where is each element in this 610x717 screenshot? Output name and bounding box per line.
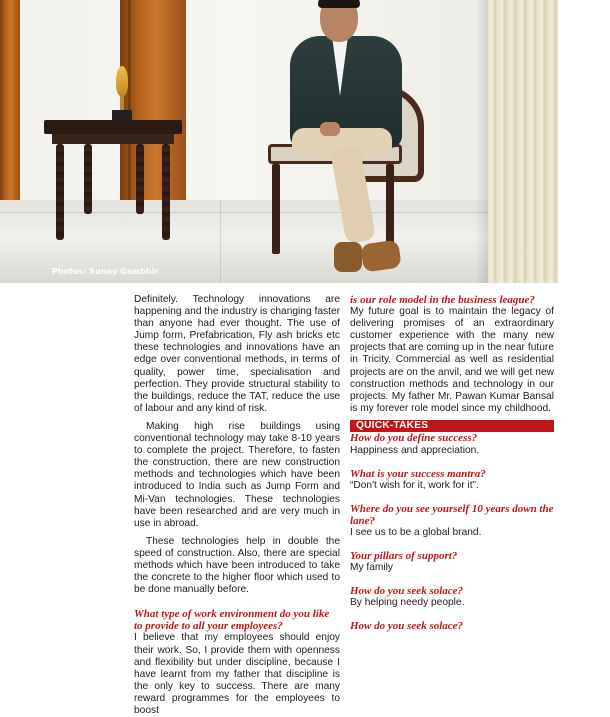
cover-photo	[0, 0, 610, 283]
quick-take-question: Your pillars of support?	[350, 550, 458, 563]
paragraph: Making high rise buildings using conventional technology may take 8-10 years to complete the project. Therefore, to fasten the construction, there are new construction methods and technologies which have been introduced to India such as Jump Form and Mi-Van technologies. These technologies have been researched and are very much in use in abroad.	[134, 420, 340, 529]
photo-credit: Photos: Sunny Gambhir	[52, 267, 159, 276]
quick-take-answer: I see us to be a global brand.	[350, 527, 482, 538]
paragraph: I believe that my employees should enjoy their work. So, I provide them with openness and flexibility but under discipline, because I have learnt from my father that discipline is the only key to success. There are many reward programmes for the employees to boost	[134, 632, 340, 716]
paragraph: These technologies help in double the speed of construction. Also, there are special methods which have been introduced to take the concrete to the higher floor which used to be done manually before.	[134, 535, 340, 596]
quick-take-question: How do you seek solace?	[350, 585, 464, 598]
wooden-door-left	[0, 0, 20, 200]
article-right-column	[350, 294, 554, 633]
quick-take-answer: Happiness and appreciation.	[350, 444, 480, 456]
quick-take-question: Where do you see yourself 10 years down the lane?	[350, 502, 554, 527]
paragraph: My future goal is to maintain the legacy of delivering promises of an extraordinary customer experience with the many new projects that are coming up in the near future in Tricity. Commercial as well as residential projects are on the anvil, and we will get new construction methods and technology in our projects. My father Mr. Pawan Kumar Bansal is my forever role model since my childhood.	[350, 306, 554, 414]
side-table	[44, 120, 182, 240]
quick-take-question: How do you seek solace?	[350, 620, 464, 633]
quick-take-answer: “Don't wish for it, work for it”.	[350, 479, 479, 491]
article-left-column	[134, 294, 340, 717]
quick-take-answer: My family	[350, 562, 394, 574]
quick-takes-banner: QUICK-TAKES	[350, 420, 554, 433]
interview-question: is our role model in the business league?	[350, 294, 535, 306]
interview-question: What type of work environment do you like to provide to all your employees?	[134, 608, 330, 633]
seated-man	[272, 0, 422, 278]
quick-take-question: How do you define success?	[350, 432, 478, 445]
trophy-icon	[112, 66, 132, 122]
quick-take-answer: By helping needy people.	[350, 597, 465, 609]
quick-take-question: What is your success mantra?	[350, 467, 486, 480]
paragraph: Definitely. Technology innovations are happening and the industry is changing faster than anyone had ever thought. The use of Jump form, Prefabrication, Fly ash bricks etc these technologies and innovations have an edge over conventional methods, in terms of quality, power time, specialisation and perfection. They provide structural stability to the buildings, reduce the TAT, reduce the use of labour and any kind of risk.	[134, 294, 340, 414]
right-wall	[558, 0, 610, 283]
curtain-shadow	[475, 0, 489, 283]
curtain	[488, 0, 558, 283]
